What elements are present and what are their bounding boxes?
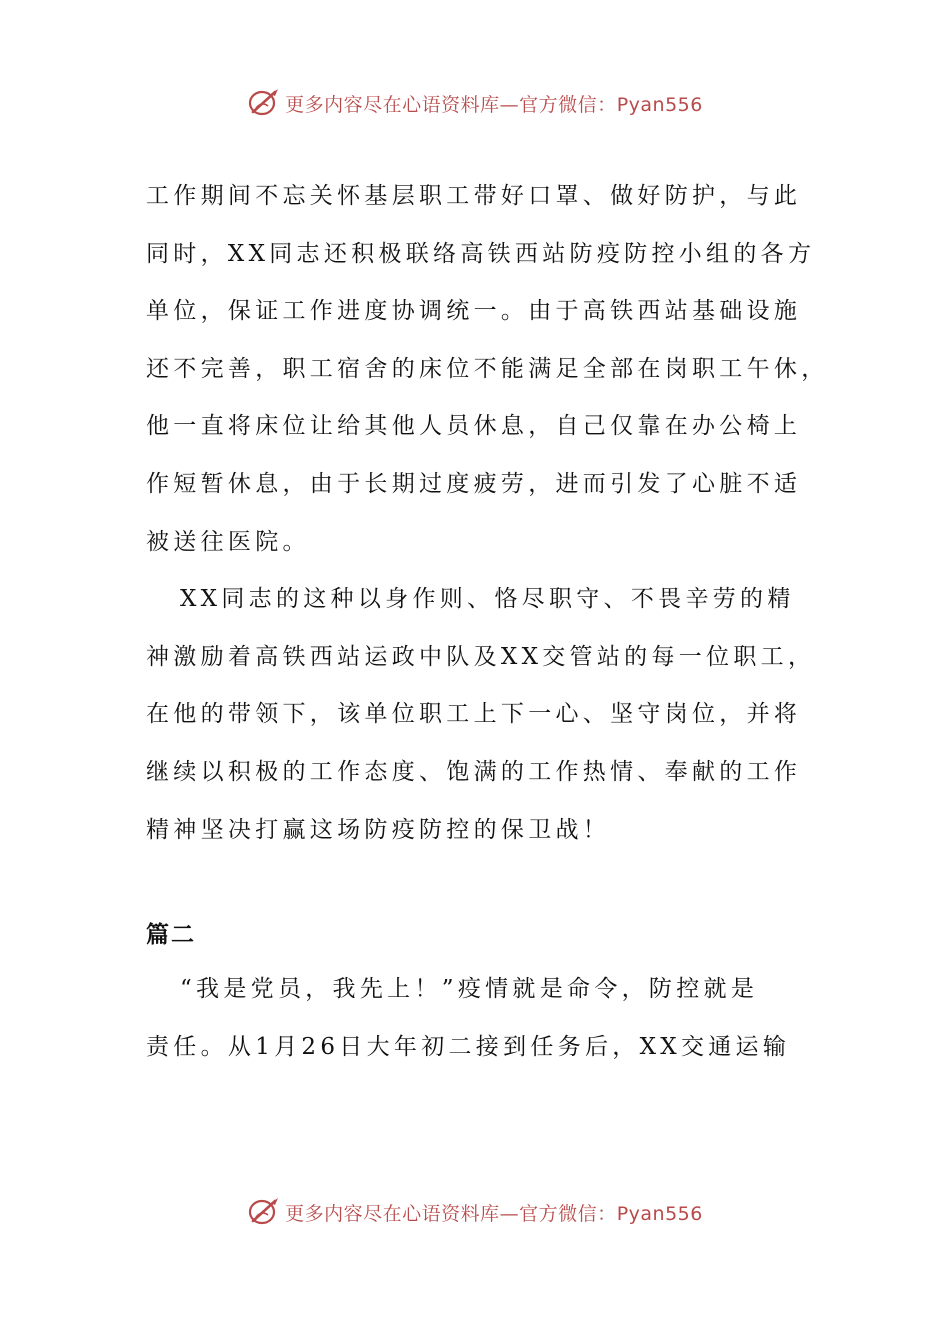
banner-text [285,1199,703,1226]
body-line: 责任。从1月26日大年初二接到任务后，XX交通运输 [146,1033,791,1060]
body-line: XX同志的这种以身作则、恪尽职守、不畏辛劳的精 [180,586,795,613]
section-spacer [146,859,826,909]
footer-banner [0,1190,950,1234]
body-line: 工作期间不忘关怀基层职工带好口罩、做好防护，与此 [146,183,802,209]
banner-suffix: 官方微信： [519,1202,617,1225]
body-line: 同时，XX同志还积极联络高铁西站防疫防控小组的各方 [146,240,816,267]
wechat-id: Pyan556 [616,1202,703,1225]
header-banner [0,81,950,125]
document-body [146,168,829,1076]
body-line: “我是党员，我先上！”疫情就是命令，防控就是 [180,976,759,1003]
section-heading: 篇二 [146,922,196,949]
body-line: 在他的带领下，该单位职工上下一心、坚守岗位，并将 [146,701,802,728]
body-line: 被送往医院。 [146,528,310,555]
pen-logo-icon [247,1195,281,1229]
banner-text [285,90,703,117]
body-line: 神激励着高铁西站运政中队及XX交管站的每一位职工， [146,643,816,670]
banner-prefix: 更多内容尽在心语资料库— [285,93,520,116]
wechat-id: Pyan556 [616,93,703,116]
body-line: 单位，保证工作进度协调统一。由于高铁西站基础设施 [146,298,802,325]
banner-suffix: 官方微信： [519,93,617,116]
body-line: 还不完善，职工宿舍的床位不能满足全部在岗职工午休， [146,355,829,382]
body-line: 精神坚决打赢这场防疫防控的保卫战！ [146,816,611,843]
body-line: 作短暂休息，由于长期过度疲劳，进而引发了心脏不适 [146,470,802,497]
body-line: 他一直将床位让给其他人员休息，自己仅靠在办公椅上 [146,413,802,440]
pen-logo-icon [247,86,281,120]
banner-prefix: 更多内容尽在心语资料库— [285,1202,520,1225]
body-line: 继续以积极的工作态度、饱满的工作热情、奉献的工作 [146,758,802,785]
